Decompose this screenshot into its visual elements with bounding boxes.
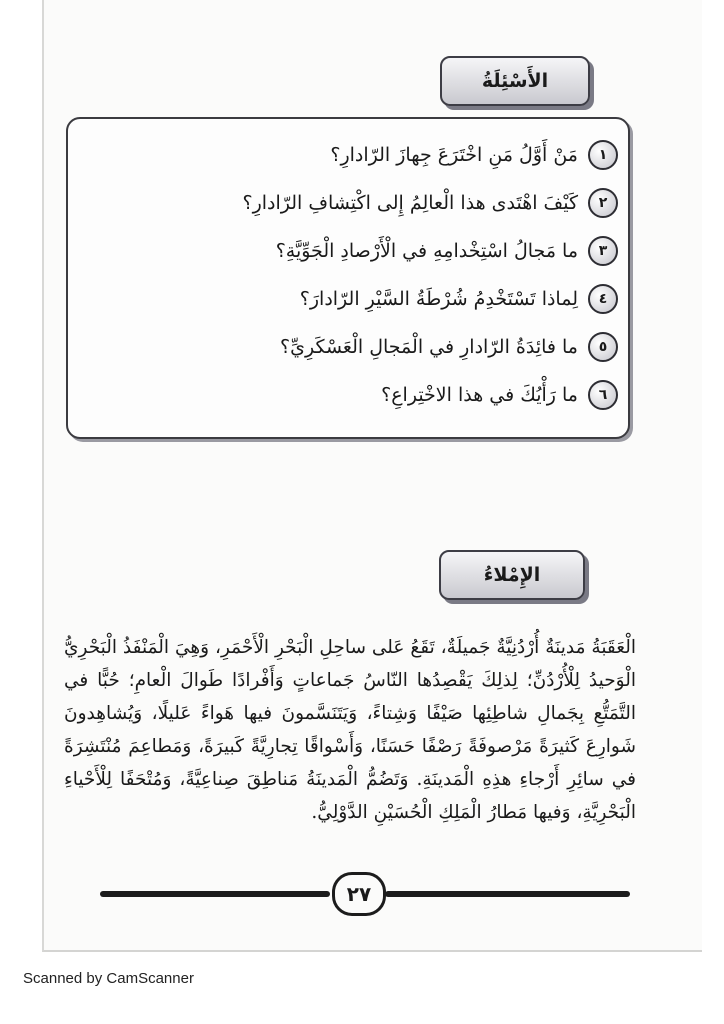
question-number-badge: ٦: [588, 380, 618, 410]
question-text: ما مَجالُ اسْتِخْدامِهِ في الْأَرْصادِ الْجَوِّيَّةِ؟: [275, 240, 578, 262]
question-number-badge: ٤: [588, 284, 618, 314]
question-item-3: [68, 227, 618, 275]
question-number-badge: ١: [588, 140, 618, 170]
questions-title-tab: [440, 56, 590, 106]
footer-rule-right: [385, 891, 630, 897]
question-text: كَيْفَ اهْتَدى هذا الْعالِمُ إِلى اكْتِشافِ الرّادارِ؟: [242, 192, 578, 214]
question-item-5: [68, 323, 618, 371]
question-text: مَنْ أَوَّلُ مَنِ اخْتَرَعَ جِهازَ الرّادارِ؟: [330, 144, 578, 166]
questions-title: الأَسْئِلَةُ: [481, 70, 549, 92]
question-number-badge: ٢: [588, 188, 618, 218]
dictation-title: الإِمْلاءُ: [483, 564, 541, 586]
footer-rule-left: [100, 891, 330, 897]
question-item-2: [68, 179, 618, 227]
question-number-badge: ٣: [588, 236, 618, 266]
question-number-badge: ٥: [588, 332, 618, 362]
scanner-watermark: Scanned by CamScanner: [23, 970, 194, 987]
dictation-paragraph: الْعَقَبَةُ مَدينَةٌ أُرْدُنِيَّةٌ جَميلَةٌ، تَقَعُ عَلى ساحِلِ الْبَحْرِ الْأَحْمَرِ، وَهِيَ الْمَنْفَذُ الْبَحْرِيُّ الْوَحيدُ لِلْأُرْدُنِّ؛ لِذلِكَ يَقْصِدُها النّاسُ جَماعاتٍ وَأَفْرادًا طَوالَ الْعامِ؛ حُبًّا في التَّمَتُّعِ بِجَمالِ شاطِئِها صَيْفًا وَشِتاءً، وَيَتَنَسَّمونَ فيها هَواءً عَليلًا، وَيُشاهِدونَ شَوارِعَ كَثيرَةً مَرْصوفَةً رَصْفًا حَسَنًا، وَأَسْواقًا تِجارِيَّةً كَبيرَةً، وَمَطاعِمَ مُنْتَشِرَةً في سائِرِ أَرْجاءِ هذِهِ الْمَدينَةِ. وَتَضُمُّ الْمَدينَةُ مَناطِقَ صِناعِيَّةً، وَمُتْحَفًا لِلْأَحْياءِ الْبَحْرِيَّةِ، وَفيها مَطارُ الْمَلِكِ الْحُسَيْنِ الدَّوْلِيُّ.: [64, 636, 636, 823]
question-item-6: [68, 371, 618, 419]
page-number: ٢٧: [346, 882, 372, 906]
dictation-title-tab: [439, 550, 585, 600]
question-text: لِماذا تَسْتَخْدِمُ شُرْطَةُ السَّيْرِ الرّادارَ؟: [299, 288, 578, 310]
question-item-4: [68, 275, 618, 323]
question-text: ما رَأْيُكَ في هذا الاخْتِراعِ؟: [381, 384, 578, 406]
question-item-1: [68, 131, 618, 179]
questions-list: [68, 119, 628, 419]
page-number-badge: [332, 872, 386, 916]
questions-box: [66, 117, 630, 439]
question-text: ما فائِدَةُ الرّادارِ في الْمَجالِ الْعَسْكَرِيِّ؟: [280, 336, 578, 358]
